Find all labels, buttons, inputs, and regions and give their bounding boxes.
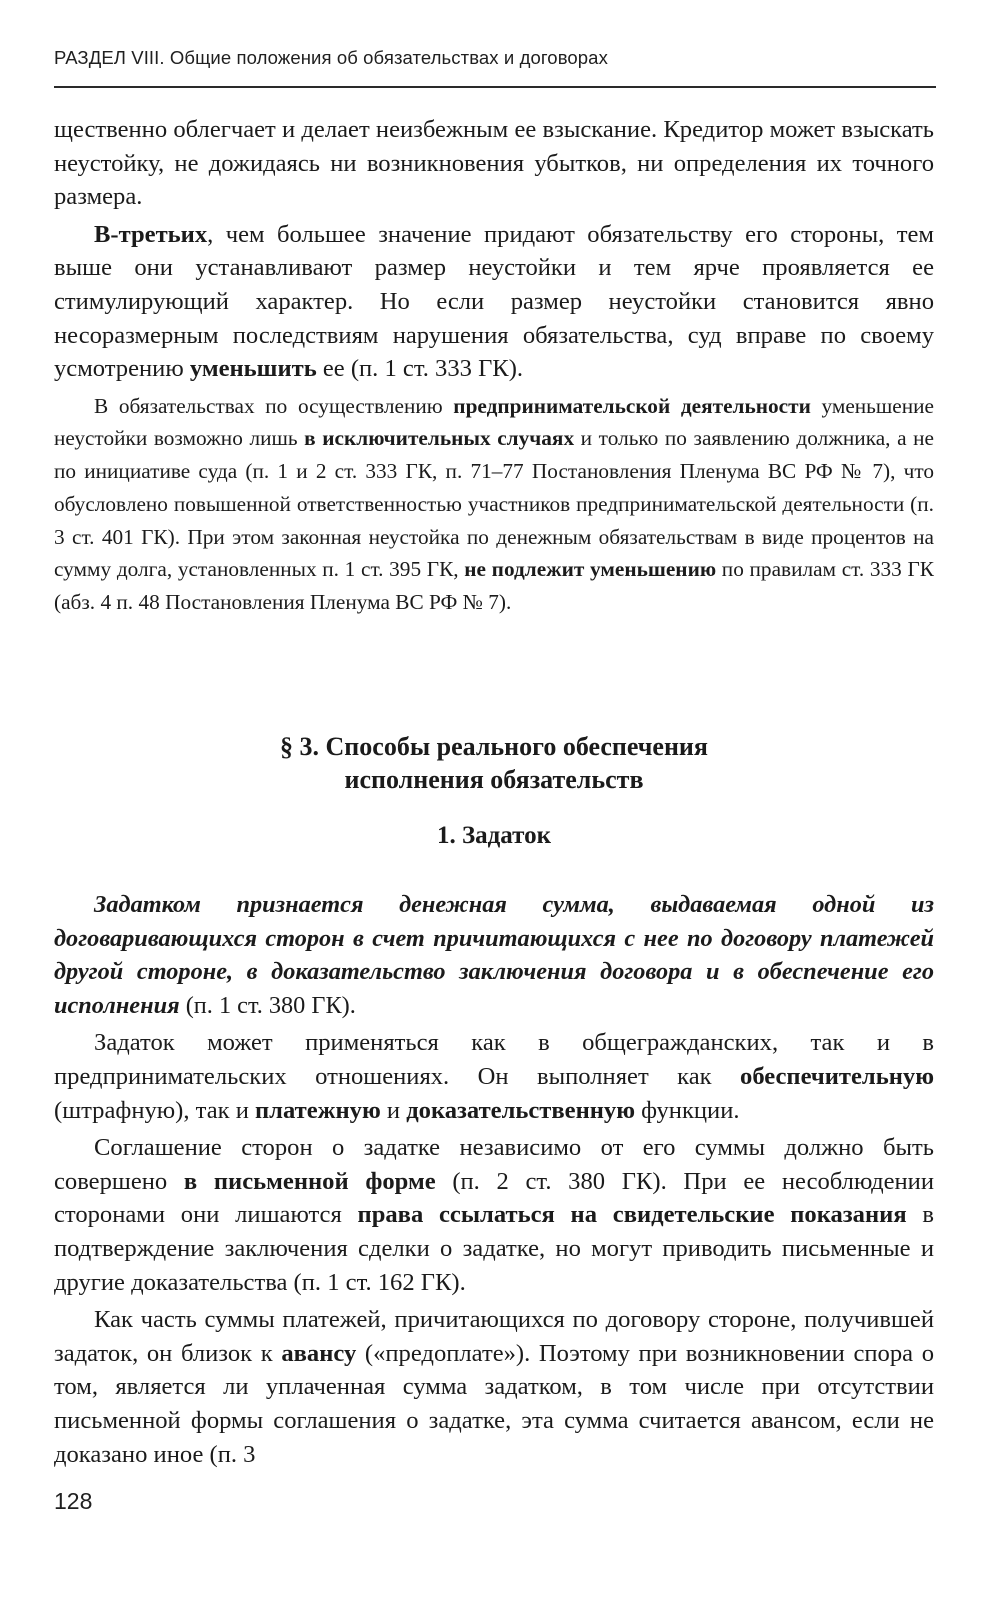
text-run: В обязательствах по осуществлению <box>94 393 454 418</box>
emphasis-payment: платежную <box>255 1096 381 1124</box>
section-heading <box>54 730 934 796</box>
emphasis-advance: авансу <box>281 1339 357 1367</box>
body-text-bottom <box>54 888 934 1475</box>
text-run: Соглашение сторон о задатке независимо от его суммы должно быть совершено <box>54 1134 934 1195</box>
emphasis-thirdly: В-третьих <box>94 220 208 248</box>
section-heading-line-2: исполнения обязательств <box>344 765 644 794</box>
text-run: Задаток может применяться как в общегражданских, так и в предпринимательских отношениях. Он выполняет как <box>54 1029 934 1090</box>
definition-deposit: Задатком признается денежная сумма, выдаваемая одной из договаривающихся сторон в счет причитающихся с нее по договору платежей другой стороне, в доказательство заключения договора и в обеспечение его исполнения <box>54 891 934 1019</box>
text-run: уменьшение неустойки возможно лишь <box>54 393 934 451</box>
paragraph-entrepreneurial <box>54 390 934 619</box>
running-header: РАЗДЕЛ VIII. Общие положения об обязательствах и договорах <box>54 47 608 68</box>
text-run: и только по заявлению должника, а не по инициативе суда (п. 1 и 2 ст. 333 ГК, п. 71–77 Постановления Пленума ВС РФ № 7), что обусловлено повышенной ответственностью участников предпринимательской деятельности (п. 3 ст. 401 ГК). При этом законная неустойка по денежным обязательствам в виде процентов на сумму долга, установленных п. 1 ст. 395 ГК, <box>54 426 934 582</box>
emphasis-entrepreneurial-activity: предпринимательской деятельности <box>453 393 811 418</box>
paragraph-thirdly <box>54 218 934 386</box>
paragraph-written-form <box>54 1131 934 1299</box>
emphasis-evidentiary: доказательственную <box>406 1096 636 1124</box>
subsection-heading: 1. Задаток <box>436 822 552 849</box>
emphasis-witness-testimony: права ссылаться на свидетельские показания <box>357 1201 907 1229</box>
page-number: 128 <box>54 1488 93 1514</box>
text-run: , чем большее значение придают обязательству его стороны, тем выше они устанавливают размер неустойки и тем ярче проявляется ее стимулирующий характер. Но если размер неустойки становится явно несоразмерным последствиям нарушения обязательства, суд вправе по своему усмотрению <box>54 220 934 383</box>
text-run: и <box>380 1096 407 1124</box>
text-run: («предоплате»). Поэтому при возникновении спора о том, является ли уплаченная сумма задатком, в том числе при отсутствии письменной формы соглашения о задатке, эта сумма считается авансом, если не доказано иное (п. 3 <box>54 1339 934 1468</box>
text-run: (п. 1 ст. 380 ГК). <box>179 991 356 1019</box>
text-run: (п. 2 ст. 380 ГК). При ее несоблюдении сторонами они лишаются <box>54 1167 934 1229</box>
text-run: ее (п. 1 ст. 333 ГК). <box>316 355 524 383</box>
text-run: Как часть суммы платежей, причитающихся по договору стороне, получившей задаток, он близок к <box>54 1306 934 1367</box>
emphasis-written-form: в письменной форме <box>183 1167 436 1195</box>
emphasis-securing: обеспечительную <box>740 1062 934 1090</box>
text-run: в подтверждение заключения сделки о задатке, но могут приводить письменные и другие доказательства (п. 1 ст. 162 ГК). <box>54 1201 934 1296</box>
emphasis-reduce: уменьшить <box>189 355 317 383</box>
text-run: функции. <box>635 1096 740 1124</box>
section-heading-line-1: § 3. Способы реального обеспечения <box>280 732 708 761</box>
text-run: по правилам ст. 333 ГК (абз. 4 п. 48 Постановления Пленума ВС РФ № 7). <box>54 557 934 614</box>
body-text-top <box>54 113 934 619</box>
emphasis-not-reducible: не подлежит уменьшению <box>464 557 717 582</box>
text-run: (штрафную), так и <box>54 1096 256 1124</box>
paragraph-functions <box>54 1026 934 1127</box>
paragraph-advance <box>54 1303 934 1471</box>
header-rule <box>54 86 936 88</box>
paragraph-definition <box>54 888 934 1022</box>
paragraph-continuation: щественно облегчает и делает неизбежным ее взыскание. Кредитор может взыскать неустойку, не дожидаясь ни возникновения убытков, ни определения их точного размера. <box>54 116 934 211</box>
emphasis-exceptional-cases: в исключительных случаях <box>304 426 575 451</box>
